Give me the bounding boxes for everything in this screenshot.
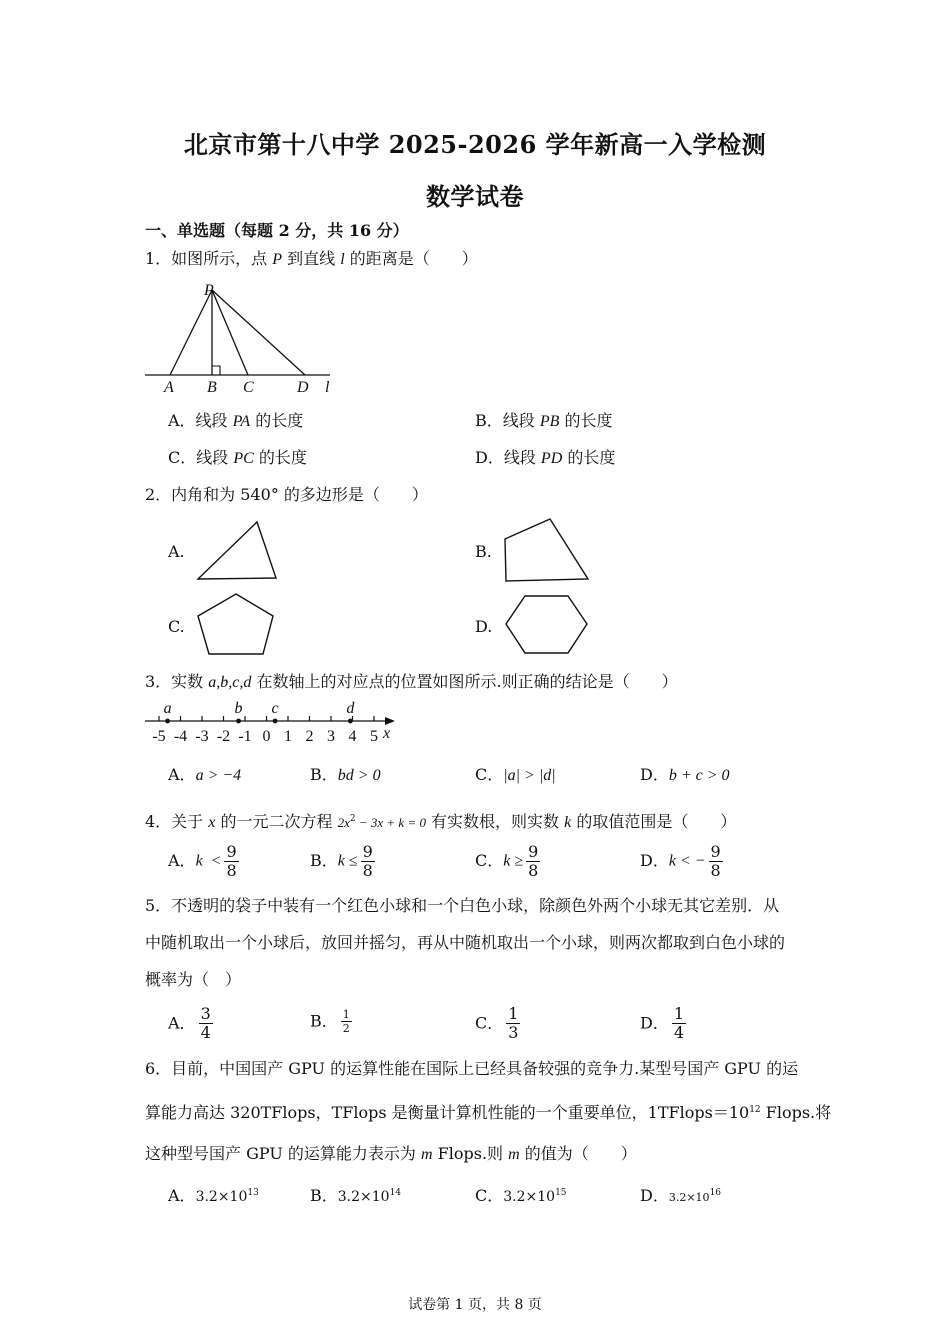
q3-opt-key: A． xyxy=(168,765,196,784)
label-l: l xyxy=(325,379,330,396)
q3-opt-key: B． xyxy=(310,765,338,784)
question-5-line-1: 5．不透明的袋子中装有一个红色小球和一个白色小球，除颜色外两个小球无其它差别．从 xyxy=(145,896,780,915)
question-6-line-2 xyxy=(145,1100,831,1123)
axis-tick-label: -5 xyxy=(152,728,166,745)
q4-var-k: k xyxy=(564,814,572,831)
question-3 xyxy=(145,672,678,693)
q3-text: 3．实数 xyxy=(145,672,209,691)
q2-text: 2．内角和为 xyxy=(145,485,241,504)
q1-opt-var: PB xyxy=(539,413,560,430)
q1-var-l: l xyxy=(340,251,345,268)
q4-opt-key: D． xyxy=(640,851,669,870)
question-4 xyxy=(145,809,736,833)
q1-opt-var: PC xyxy=(233,450,254,467)
q6-option-d[interactable] xyxy=(640,1183,721,1208)
q3-option-c[interactable] xyxy=(475,765,556,786)
q5-opt-fraction: $\frac{1}{4}$ xyxy=(673,1004,685,1042)
q6-text: 的值为（ ） xyxy=(519,1144,637,1163)
label-c: C xyxy=(243,379,254,396)
q2-option-a[interactable]: A. xyxy=(168,542,185,561)
q2-degree: 540° xyxy=(240,485,279,504)
point-d xyxy=(348,719,353,724)
q5-option-d[interactable] xyxy=(640,1005,689,1042)
q6-option-a[interactable] xyxy=(168,1183,259,1207)
q6-opt-key: D． xyxy=(640,1186,669,1205)
q1-option-a[interactable] xyxy=(168,411,303,432)
question-5-line-3: 概率为（ ） xyxy=(145,970,242,989)
label-p: P xyxy=(204,282,214,299)
q3-vars: a,b,c,d xyxy=(208,674,252,691)
q1-text: 到直线 xyxy=(282,249,341,268)
q4-opt-lhs: k < xyxy=(195,852,222,870)
q1-opt-var: PD xyxy=(540,450,563,467)
q6-opt-exp: 16 xyxy=(709,1188,722,1198)
q4-option-a[interactable] xyxy=(168,843,242,880)
q6-var-m: m xyxy=(508,1146,520,1163)
point-label-b: b xyxy=(234,700,243,717)
q6-opt-key: B． xyxy=(310,1186,338,1205)
axis-tick-label: -4 xyxy=(173,728,188,745)
q6-opt-exp: 15 xyxy=(555,1188,567,1198)
q6-opt-key: A． xyxy=(168,1186,196,1205)
q5-opt-key: B． xyxy=(310,1011,338,1031)
q2-option-b[interactable]: B. xyxy=(475,542,492,561)
q3-opt-key: D． xyxy=(640,765,669,784)
hexagon-shape xyxy=(503,593,589,657)
q5-option-b[interactable] xyxy=(310,1008,355,1035)
point-c xyxy=(273,719,278,724)
q5-option-c[interactable] xyxy=(475,1005,523,1042)
segment-pd xyxy=(212,290,305,375)
question-2 xyxy=(145,485,428,505)
q6-var-m: m xyxy=(421,1146,433,1163)
segment-pa xyxy=(170,290,212,375)
q3-opt-key: C． xyxy=(475,765,504,784)
page-footer: 试卷第 1 页，共 8 页 xyxy=(408,1297,542,1313)
q3-opt-expr: b + c > 0 xyxy=(668,767,730,784)
point-a xyxy=(165,719,170,724)
question-6-line-1: 6．目前，中国国产 GPU 的运算性能在国际上已经具备较强的竞争力.某型号国产 GPU 的运 xyxy=(145,1059,799,1078)
q4-opt-fraction: $\frac{9}{8}$ xyxy=(226,842,237,880)
q2-option-c[interactable]: C. xyxy=(168,617,185,636)
q3-option-d[interactable] xyxy=(640,765,730,786)
q1-opt-var: PA xyxy=(232,413,251,430)
pentagon-shape xyxy=(195,591,277,659)
q5-opt-key: D． xyxy=(640,1013,669,1033)
q6-opt-exp: 14 xyxy=(389,1188,402,1198)
point-label-c: c xyxy=(271,700,279,717)
q1-opt-text: 的长度 xyxy=(559,411,613,430)
q6-option-b[interactable] xyxy=(310,1183,401,1207)
q4-opt-key: C． xyxy=(475,851,504,870)
label-a: A xyxy=(164,379,174,396)
q4-equation: − 3x + k = 0 xyxy=(355,815,426,830)
q1-option-c[interactable] xyxy=(168,448,307,469)
axis-tick-label: 5 xyxy=(370,728,378,745)
axis-tick-label: 2 xyxy=(305,728,314,745)
q4-opt-lhs: k ≥ xyxy=(503,852,524,870)
q1-text: 的距离是（ ） xyxy=(344,249,478,268)
q4-equation: 2x xyxy=(337,815,350,830)
q1-opt-text: 的长度 xyxy=(250,411,304,430)
q1-opt-text: 的长度 xyxy=(253,448,307,467)
q1-text: 1．如图所示，点 xyxy=(145,249,273,268)
segment-pc xyxy=(212,290,248,375)
q6-opt-base: 3.2×10 xyxy=(668,1191,710,1204)
q3-opt-expr: bd > 0 xyxy=(337,767,381,784)
q3-option-a[interactable] xyxy=(168,765,241,786)
q1-opt-text: D．线段 xyxy=(475,448,541,467)
axis-var-label: x xyxy=(383,725,391,742)
question-1 xyxy=(145,249,478,270)
axis-tick-label: 4 xyxy=(348,728,357,745)
q6-opt-key: C． xyxy=(475,1186,504,1205)
number-line xyxy=(140,698,410,748)
page-title: 北京市第十八中学 2025-2026 学年新高一入学检测 xyxy=(183,130,767,159)
axis-tick-label: -3 xyxy=(195,728,209,745)
quadrilateral-shape xyxy=(502,517,594,585)
q5-opt-key: A． xyxy=(168,1013,196,1033)
q1-opt-text: C．线段 xyxy=(168,448,234,467)
point-b xyxy=(236,719,241,724)
label-d: D xyxy=(297,379,309,396)
question-5-line-2: 中随机取出一个小球后，放回并摇匀，再从中随机取出一个小球，则两次都取到白色小球的 xyxy=(145,933,786,952)
q6-opt-base: 3.2×10 xyxy=(337,1189,390,1205)
q6-opt-exp: 13 xyxy=(247,1188,259,1198)
q5-opt-key: C． xyxy=(475,1013,504,1033)
q4-option-b[interactable] xyxy=(310,843,378,880)
q4-equation-exp: 2 xyxy=(349,814,356,824)
right-angle-mark xyxy=(212,366,220,375)
q4-text: 的一元二次方程 xyxy=(215,812,338,831)
axis-tick-label: 1 xyxy=(284,728,292,745)
q1-option-b[interactable] xyxy=(475,411,613,432)
q1-option-d[interactable] xyxy=(475,448,615,469)
q1-figure xyxy=(140,280,350,400)
q4-opt-fraction: $\frac{9}{8}$ xyxy=(528,842,539,880)
q6-text: 这种型号国产 GPU 的运算能力表示为 xyxy=(145,1144,422,1163)
axis-tick-label: 0 xyxy=(262,728,271,745)
q4-text: 4．关于 xyxy=(145,812,209,831)
q6-option-c[interactable] xyxy=(475,1183,567,1207)
q2-text: 的多边形是（ ） xyxy=(278,485,428,504)
q5-opt-fraction: $\frac{3}{4}$ xyxy=(200,1004,211,1042)
label-b: B xyxy=(207,379,217,396)
q4-var-x: x xyxy=(208,814,216,831)
q1-opt-text: A．线段 xyxy=(168,411,233,430)
axis-tick-label: -2 xyxy=(216,728,231,745)
q3-text: 在数轴上的对应点的位置如图所示.则正确的结论是（ ） xyxy=(251,672,678,691)
q3-opt-expr: |a| > |d| xyxy=(503,767,556,784)
q5-option-a[interactable] xyxy=(168,1005,216,1042)
axis-arrow xyxy=(385,717,395,725)
q6-opt-base: 3.2×10 xyxy=(195,1189,248,1205)
q1-var-p: P xyxy=(272,251,283,268)
q6-text: 算能力高达 320TFlops，TFlops 是衡量计算机性能的一个重要单位，1TFlops＝10 xyxy=(145,1103,750,1122)
section-heading: 一、单选题（每题 2 分，共 16 分） xyxy=(145,221,409,240)
q1-opt-text: 的长度 xyxy=(562,448,616,467)
q4-text: 有实数根，则实数 xyxy=(425,812,565,831)
q4-option-d[interactable] xyxy=(640,843,726,880)
q2-option-d[interactable]: D. xyxy=(475,617,493,636)
axis-tick-label: -1 xyxy=(238,728,252,745)
q1-opt-text: B．线段 xyxy=(475,411,540,430)
q6-exponent: 12 xyxy=(749,1105,761,1115)
triangle-shape xyxy=(195,520,285,585)
q3-opt-expr: a > −4 xyxy=(195,767,242,784)
page-subtitle: 数学试卷 xyxy=(426,182,524,211)
q4-opt-key: B． xyxy=(310,851,338,870)
axis-tick-label: 3 xyxy=(327,728,335,745)
q4-opt-fraction: $\frac{9}{8}$ xyxy=(362,842,373,880)
q3-option-b[interactable] xyxy=(310,765,381,786)
q6-text: Flops.则 xyxy=(432,1144,509,1163)
point-label-a: a xyxy=(163,700,172,717)
point-label-d: d xyxy=(346,700,355,717)
question-6-line-3 xyxy=(145,1144,637,1165)
q4-opt-lhs: k ≤ xyxy=(337,852,358,870)
q6-opt-base: 3.2×10 xyxy=(503,1189,556,1205)
q4-opt-lhs: k < − xyxy=(668,852,706,870)
q4-option-c[interactable] xyxy=(475,843,543,880)
q4-opt-key: A． xyxy=(168,851,196,870)
q5-opt-fraction: $\frac{1}{3}$ xyxy=(508,1004,519,1042)
q4-opt-fraction: $\frac{9}{8}$ xyxy=(710,842,721,880)
q4-text: 的取值范围是（ ） xyxy=(571,812,737,831)
q5-opt-fraction: $\frac{1}{2}$ xyxy=(342,1008,350,1035)
q6-text: Flops.将 xyxy=(760,1103,832,1122)
